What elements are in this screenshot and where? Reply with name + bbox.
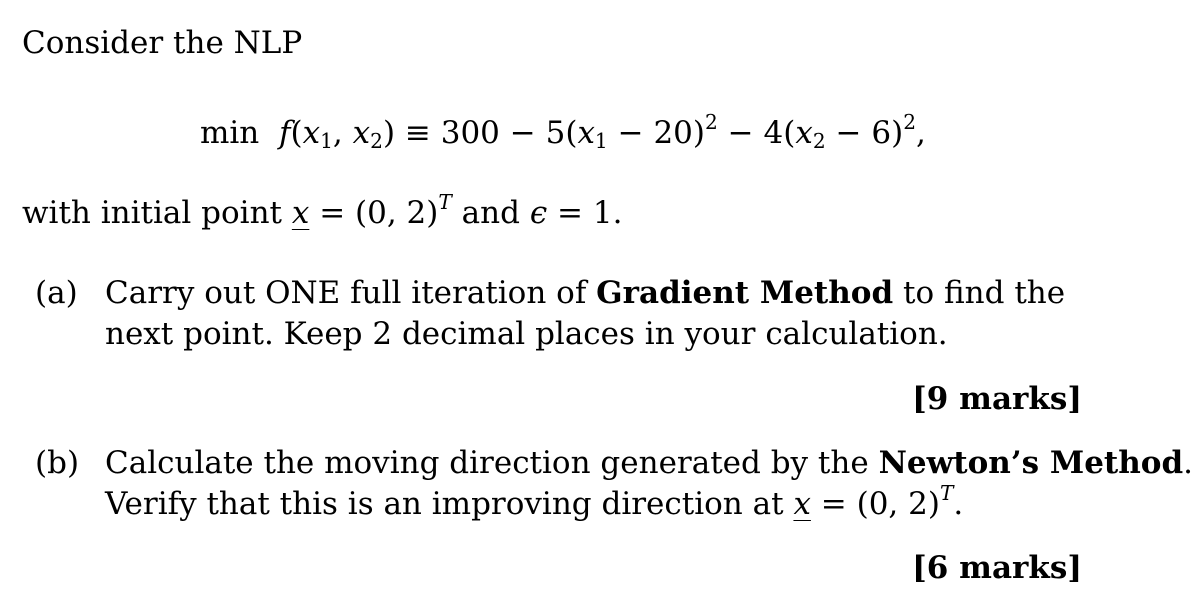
point-vector: x bbox=[793, 486, 811, 522]
intro-text: Consider the NLP bbox=[22, 25, 303, 61]
part-b-line1: (b) Calculate the moving direction generated by the Newton’s Method. bbox=[35, 445, 1193, 481]
min-operator: min bbox=[200, 115, 260, 151]
part-b-line2: Verify that this is an improving direction at x = (0, 2)$^T$. bbox=[105, 480, 964, 522]
part-b-label: (b) bbox=[35, 445, 80, 481]
part-a-line2: next point. Keep 2 decimal places in your calculation. bbox=[105, 316, 948, 352]
function-symbol: f bbox=[279, 115, 291, 151]
part-a-label: (a) bbox=[35, 275, 78, 311]
gradient-method-term: Gradient Method bbox=[596, 275, 894, 311]
newton-method-term: Newton’s Method bbox=[878, 445, 1184, 481]
point-vector: x bbox=[291, 195, 310, 231]
part-b-marks: [6 marks] bbox=[912, 550, 1082, 586]
objective-function: $\min f(x_1$, $x_2) \equiv 300 - 5(x_1 - 20)^2 - 4(x_2 - 6)^2$, bbox=[200, 109, 926, 154]
epsilon-symbol: ϵ bbox=[529, 195, 548, 231]
part-a-marks: [9 marks] bbox=[912, 381, 1082, 417]
part-a-line1: (a) Carry out ONE full iteration of Gradient Method to find the bbox=[35, 275, 1066, 311]
initial-point-line: with initial point x = (0, 2)$^T$ and ϵ = 1. bbox=[22, 189, 623, 231]
